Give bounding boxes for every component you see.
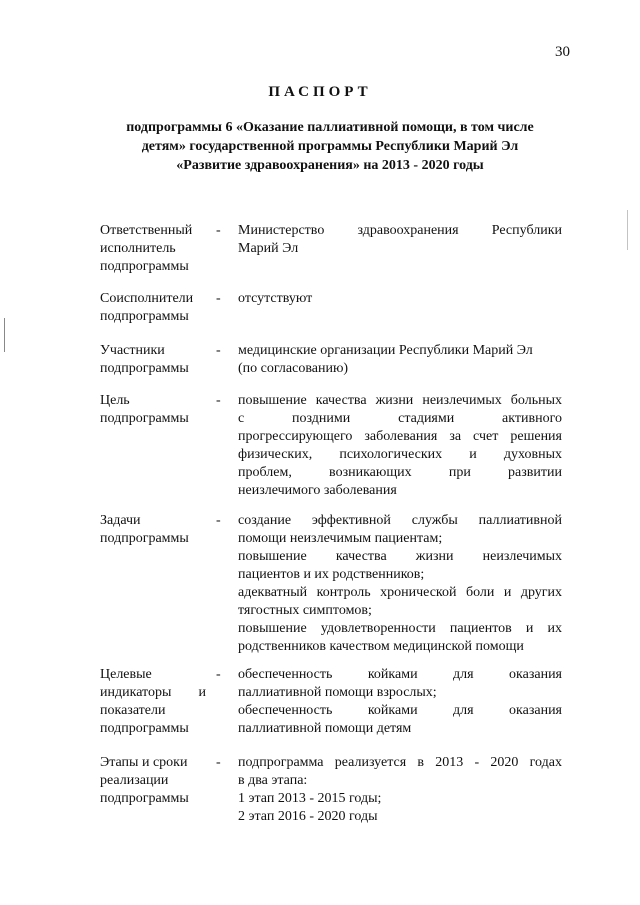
row-value-line: тягостных симптомов; (238, 603, 372, 618)
row-value-line: пациентов и их родственников; (238, 567, 425, 582)
row-value-line: паллиативной помощи взрослых; (238, 685, 437, 700)
row-label-line: подпрограммы (100, 361, 189, 376)
row-value-line: 1 этап 2013 - 2015 годы; (238, 791, 382, 806)
row-value-line: с поздними стадиями активного (238, 411, 562, 426)
subtitle-line: «Развитие здравоохранения» на 2013 - 2020 годы (176, 158, 484, 173)
row-value (238, 512, 562, 656)
row-label-line: подпрограммы (100, 259, 189, 274)
row-label-line: Цель (100, 393, 130, 408)
row-value-line: создание эффективной службы паллиативной (238, 513, 562, 528)
page-number: 30 (555, 44, 570, 60)
row-label (100, 222, 206, 276)
row-dash: - (216, 513, 221, 528)
row-label (100, 392, 206, 428)
row-value (238, 342, 562, 378)
row-label-line: подпрограммы (100, 531, 189, 546)
row-value-line: в два этапа: (238, 773, 308, 788)
row-value-line: адекватный контроль хронической боли и других (238, 585, 562, 600)
row-value-line: повышение качества жизни неизлечимых больных (238, 393, 562, 408)
row-dash: - (216, 755, 221, 770)
scan-mark-right (627, 210, 628, 250)
row-label-line: Целевые (100, 667, 152, 682)
scan-mark-left (4, 318, 5, 352)
row-value (238, 754, 562, 826)
row-label (100, 754, 206, 808)
row-label (100, 666, 206, 738)
row-label-line: исполнитель (100, 241, 176, 256)
row-label-line: Участники (100, 343, 165, 358)
row-label (100, 342, 206, 378)
row-value-line: повышение удовлетворенности пациентов и их (238, 621, 562, 636)
row-value-line: 2 этап 2016 - 2020 годы (238, 809, 378, 824)
row-value-line: неизлечимого заболевания (238, 483, 397, 498)
row-value-line: повышение качества жизни неизлечимых (238, 549, 562, 564)
row-label-line: Задачи (100, 513, 141, 528)
row-value-line: подпрограмма реализуется в 2013 - 2020 годах (238, 755, 562, 770)
row-value (238, 222, 562, 258)
row-value-line: Министерство здравоохранения Республики (238, 223, 562, 238)
row-value (238, 392, 562, 500)
row-dash: - (216, 291, 221, 306)
row-value-line: помощи неизлечимым пациентам; (238, 531, 443, 546)
row-label-line: индикаторы и (100, 685, 206, 700)
row-dash: - (216, 667, 221, 682)
document-title: ПАСПОРТ (268, 84, 372, 100)
row-label-line: подпрограммы (100, 791, 189, 806)
row-label-line: показатели (100, 703, 166, 718)
row-value-line: родственников качеством медицинской помощи (238, 639, 524, 654)
subtitle-line: подпрограммы 6 «Оказание паллиативной помощи, в том числе (126, 120, 534, 135)
row-value-line: Марий Эл (238, 241, 299, 256)
row-value (238, 666, 562, 738)
row-label-line: подпрограммы (100, 721, 189, 736)
row-label-line: Соисполнители (100, 291, 194, 306)
row-label-line: реализации (100, 773, 169, 788)
row-value (238, 290, 562, 308)
row-value-line: отсутствуют (238, 291, 313, 306)
row-value-line: обеспеченность койками для оказания (238, 703, 562, 718)
row-label-line: подпрограммы (100, 411, 189, 426)
row-value-line: проблем, возникающих при развитии (238, 465, 562, 480)
row-label (100, 512, 206, 548)
row-dash: - (216, 343, 221, 358)
row-value-line: (по согласованию) (238, 361, 349, 376)
row-dash: - (216, 393, 221, 408)
row-value-line: медицинские организации Республики Марий Эл (238, 343, 533, 358)
document-subtitle (100, 118, 560, 175)
row-dash: - (216, 223, 221, 238)
row-label-line: Ответственный (100, 223, 193, 238)
row-label (100, 290, 206, 326)
row-value-line: паллиативной помощи детям (238, 721, 412, 736)
row-label-line: Этапы и сроки (100, 755, 188, 770)
row-value-line: прогрессирующего заболевания за счет решения (238, 429, 562, 444)
row-value-line: обеспеченность койками для оказания (238, 667, 562, 682)
subtitle-line: детям» государственной программы Республики Марий Эл (141, 139, 519, 154)
row-label-line: подпрограммы (100, 309, 189, 324)
row-value-line: физических, психологических и духовных (238, 447, 562, 462)
